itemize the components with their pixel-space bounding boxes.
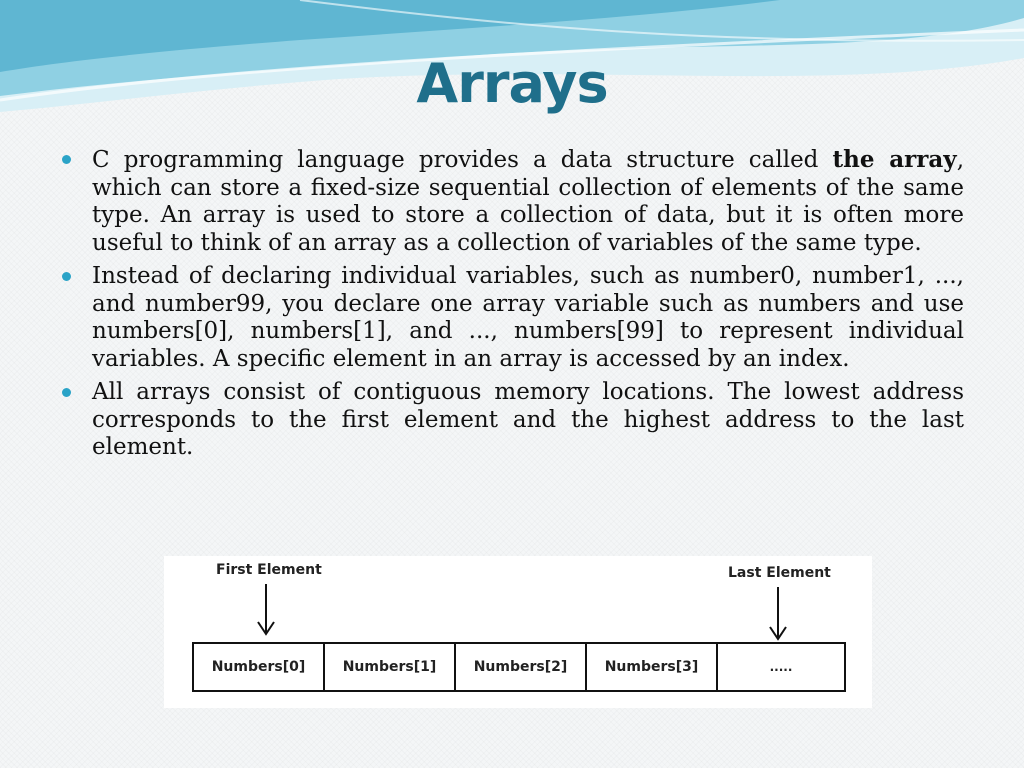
bullet-bold-text: the array <box>832 146 957 173</box>
bullet-text: All arrays consist of contiguous memory locations. The lowest address corresponds to the first element and the highest address to the last element. <box>92 379 964 460</box>
bullet-text: C programming language provides a data structure called <box>92 147 833 173</box>
bullet-text: Instead of declaring individual variables, such as number0, number1, ..., and number99, you declare one array variable such as numbers and use numbers[0], numbers[1], and ..., numbers[99] to represent individual variables. A specific element in an array is accessed by an index. <box>92 263 964 372</box>
first-element-label: First Element <box>216 562 322 578</box>
array-cell: Numbers[0] <box>194 644 325 690</box>
down-arrow-icon <box>258 584 274 634</box>
bullet-dot-icon <box>62 388 71 397</box>
bullet-item <box>62 379 964 462</box>
array-cells <box>192 642 846 692</box>
array-cell: Numbers[2] <box>456 644 587 690</box>
down-arrow-icon <box>770 587 786 639</box>
bullet-list <box>62 146 964 468</box>
bullet-dot-icon <box>62 272 71 281</box>
array-cell: ..... <box>769 660 793 674</box>
bullet-item <box>62 263 964 373</box>
slide-title: Arrays <box>416 52 608 115</box>
bullet-text: , which can store a fixed-size sequential collection of elements of the same type. An array is used to store a collection of data, but it is often more useful to think of an array as a collection of variables of the same type. <box>92 147 964 256</box>
array-diagram <box>164 556 872 708</box>
array-cell: Numbers[3] <box>587 644 718 690</box>
bullet-item <box>62 146 964 257</box>
bullet-dot-icon <box>62 155 71 164</box>
array-cell: Numbers[1] <box>325 644 456 690</box>
last-element-label: Last Element <box>728 565 831 581</box>
